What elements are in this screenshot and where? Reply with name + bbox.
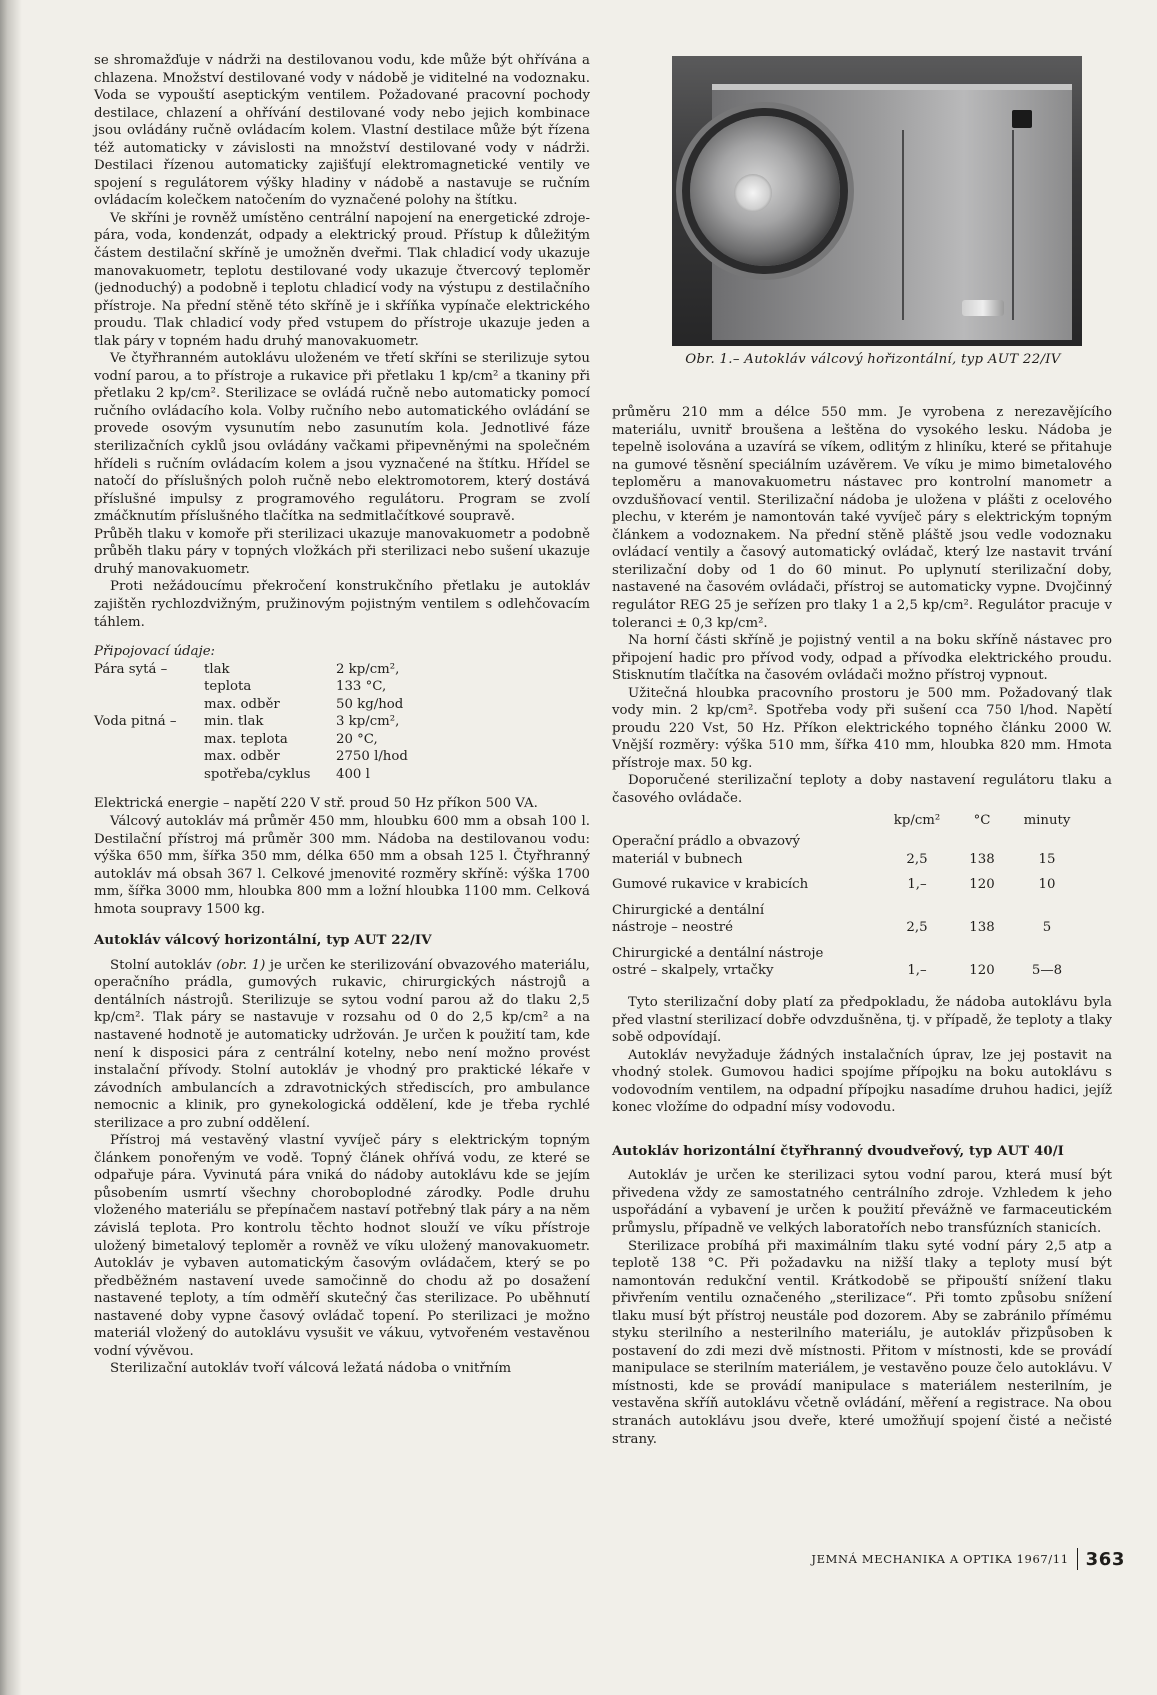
paragraph: Sterilizace probíhá při maximálním tlaku syté vodní páry 2,5 atp a teplotě 138 °C. Při požadavku na nižší tlaky a teploty musí být namontován redukční ventil. Krátkodobě se připouští snížení tlaku přivřením ventilu označeného „sterilizace“. Při tomto způsobu snížení tlaku musí být přístroj neustále pod dozorem. Aby se zabránilo přímému styku sterilního a nesterilního materiálu, je autokláv přizpůsoben k postavení do zdi mezi dvě místnosti. Přitom v místnosti, kde se provádí manipulace se sterilním materiálem, je vestavěno pouze čelo autoklávu. V místnosti, kde se provádí manipulace s materiálem nesterilním, je vestavěna skříň autoklávu včetně ovládání, měření a registrace. Na obou stranách autoklávu jsou dveře, které umožňují spojení čisté a nečisté strany. (612, 1238, 1112, 1447)
spec-heading: Připojovací údaje: (94, 644, 216, 660)
table-cell: 5—8 (1031, 963, 1063, 979)
paragraph: Autokláv nevyžaduje žádných instalačních úprav, lze jej postavit na vhodný stolek. Gumovou hadici spojíme přípojku na boku autoklávu s vodovodním ventilem, na odpadní přípojku nasadíme druhou hadici, jejíž konec vložíme do odpadní mísy vodovodu. (612, 1047, 1112, 1116)
table-cell: 120 (969, 963, 995, 979)
table-cell: 5 (1042, 920, 1052, 936)
spec-row (94, 696, 590, 714)
page-edge-shadow (0, 0, 22, 1695)
footer-divider (1077, 1548, 1078, 1570)
spec-label: max. teplota (204, 731, 288, 747)
paragraph: Válcový autokláv má průměr 450 mm, hloubku 600 mm a obsah 100 l. Destilační přístroj má průměr 300 mm. Nádoba na destilovanou vodu: výška 650 mm, šířka 350 mm, délka 650 mm a obsah 125 l. Čtyřhranný autokláv má obsah 367 l. Celkové jmenovité rozměry skříně: výška 1700 mm, šířka 3000 mm, hloubka 800 mm a ložní hloubka 1100 mm. Celková hmota soupravy 1500 kg. (94, 813, 590, 917)
table-cell: 2,5 (906, 920, 928, 936)
paragraph: Doporučené sterilizační teploty a doby nastavení regulátoru tlaku a časového ovládače. (612, 773, 1112, 807)
paragraph: Ve skříni je rovněž umístěno centrální napojení na energetické zdroje-pára, voda, kondenzát, odpady a elektrický proud. Přístup k důležitým částem destilační skříně je umožněn dveřmi. Tlak chladicí vody ukazuje manovakuometr, teplotu destilované vody ukazuje čtvercový teploměr (jednoduchý) a podobně i teplotu chladicí vody na výstupu z destilačního přístroje. Na přední stěně této skříně je i skříňka vypínače elektrického proudu. Tlak chladicí vody před vstupem do přístroje ukazuje jeden a tlak páry v topném hadu druhý manovakuometr. (94, 210, 590, 349)
table-cell: 138 (969, 920, 995, 936)
spec-label: max. odběr (204, 696, 280, 712)
table-cell: 120 (969, 877, 995, 893)
paragraph: se shromažďuje v nádrži na destilovanou vodu, kde může být ohřívána a chlazena. Množství destilované vody v nádobě je viditelné na vodoznaku. Voda se vypouští aseptickým ventilem. Požadované pracovní pochody destilace, chlazení a ohřívání destilované vody nebo jejich kombinace jsou ovládány ručně ovládacím kolem. Vlastní destilace může být řízena též automaticky v závislosti na množství destilované vody v nádrži. Destilaci řízenou automaticky zajišťují elektromagnetické ventily ve spojení s regulátorem výšky hladiny v nádobě a nastavuje se ručním ovládacím kolečkem natočením do vyznačené polohy na štítku. (94, 53, 590, 209)
table-header (612, 812, 882, 834)
table-cell-material: Gumové rukavice v krabicích (612, 877, 809, 893)
spec-group (94, 766, 204, 784)
spec-group (94, 696, 204, 714)
spec-row (94, 678, 590, 696)
spec-value: 2 kp/cm², (336, 661, 400, 677)
paragraph: Proti nežádoucímu překročení konstrukčního přetlaku je autokláv zajištěn rychlozdvižným, pružinovým pojistným ventilem s odlehčovacím táhlem. (94, 579, 590, 630)
spec-row (94, 748, 590, 766)
table-row (612, 902, 1082, 937)
paragraph: Autokláv je určen ke sterilizaci sytou vodní parou, která musí být přivedena vždy ze samostatného centrálního zdroje. Vzhledem k jeho uspořádání a vybavení je určen k použití převážně ve farmaceutickém průmyslu, případně ve velkých laboratořích nebo transfúzních stanicích. (612, 1168, 1112, 1236)
table-cell-material: Operační prádlo a obvazový materiál v bubnech (612, 834, 800, 867)
spec-value: 3 kp/cm², (336, 714, 400, 730)
paragraph: Přístroj má vestavěný vlastní vyvíječ páry s elektrickým topným článkem ponořeným ve vodě. Topný článek ohřívá vodu, ze které se odpařuje pára. Vyvinutá pára vniká do nádoby autoklávu kde se jejím působením usmrtí všechny choroboplodné zárodky. Podle druhu vloženého materiálu se přepínačem nastaví potřebný tlak páry a na něm závislá teplota. Pro kontrolu těchto hodnot slouží ve víku přístroje uložený bimetalový teploměr a rovněž ve víku uložený manovakuometr. Autokláv je vybaven automatickým časovým ovládačem, který se po předběžném nastavení uvede samočinně do chodu až po dosažení nastavené teploty, a tím odměří skutečný čas sterilizace. Po uběhnutí nastavené doby vypne časový ovládač topení. Po sterilizaci je možno materiál vložený do autoklávu vysušit ve vákuu, vytvořeném vestavěnou vodní vývěvou. (94, 1133, 590, 1359)
section-title: Autokláv válcový horizontální, typ AUT 22/IV (94, 933, 432, 949)
table-header-row (612, 812, 1082, 834)
table-row (612, 833, 1082, 868)
paragraph: Sterilizační autokláv tvoří válcová ležatá nádoba o vnitřním (110, 1361, 512, 1377)
spec-row (94, 713, 590, 731)
table-cell: 138 (969, 851, 995, 867)
page-number: 363 (1085, 1548, 1125, 1570)
spec-table (94, 661, 590, 784)
spec-value: 50 kg/hod (336, 696, 404, 712)
sterilization-table (612, 812, 1082, 980)
spec-label: max. odběr (204, 749, 280, 765)
paragraph: Tyto sterilizační doby platí za předpokladu, že nádoba autoklávu byla před vlastní sterilizací dobře odvzdušněna, tj. v případě, že teploty a tlaky sobě odpovídají. (612, 994, 1112, 1046)
paragraph: průměru 210 mm a délce 550 mm. Je vyrobena z nerezavějícího materiálu, uvnitř broušena a leštěna do vysokého lesku. Nádoba je tepelně isolována a uzavírá se víkem, odlitým z hliníku, které se přitahuje na gumové těsnění speciálním uzávěrem. Ve víku je mimo bimetalového teploměru a manovakuometru nástavec pro kontrolní manometr a ovzdušňovací ventil. Sterilizační nádoba je uložena v plášti z ocelového plechu, v kterém je namontován také vyvíječ páry s elektrickým topným článkem a vodoznakem. Na přední stěně pláště jsou vedle vodoznaku ovládací ventily a časový automatický ovládač, který lze nastavit trvání sterilizační doby od 1 do 60 minut. Po uplynutí sterilizační doby, nastavené na časovém ovládači, přístroj se automaticky vypne. Dvojčinný regulátor REG 25 je seřízen pro tlaky 1 a 2,5 kp/cm². Regulátor pracuje v toleranci ± 0,3 kp/cm². (612, 405, 1112, 631)
table-cell-material: Chirurgické a dentální nástroje ostré – skalpely, vrtačky (612, 945, 824, 979)
spec-group: Pára sytá – (94, 661, 168, 677)
journal-name: JEMNÁ MECHANIKA A OPTIKA 1967/11 (811, 1552, 1069, 1566)
gauge-icon (734, 174, 772, 212)
table-row (612, 945, 1082, 980)
spec-group (94, 731, 204, 749)
spec-value: 400 l (336, 766, 370, 782)
spec-label: spotřeba/cyklus (204, 766, 311, 782)
table-header: kp/cm² (893, 812, 941, 828)
spec-label: tlak (204, 661, 230, 677)
right-column (612, 404, 1112, 1448)
paragraph: Stolní autokláv (obr. 1) je určen ke sterilizování obvazového materiálu, operačního prádla, gumových rukavic, chirurgických nástrojů a dentálních nástrojů. Sterilizuje se sytou vodní parou až do tlaku 2,5 kp/cm². Tlak páry se nastavuje v rozsahu od 0 do 2,5 kp/cm² a na nastavené hodnotě je automaticky udržován. Je určen k použití tam, kde není k disposici pára z centrální kotelny, nebo není možno provést instalační přívody. Stolní autokláv je vhodný pro praktické lékaře v závodních ambulancích a zdravotnických střediscích, pro ambulance nemocnic a klinik, pro gynekologická oddělení, kde je třeba rychlé sterilizace a pro zubní oddělení. (94, 957, 590, 1131)
paragraph: Průběh tlaku v komoře při sterilizaci ukazuje manovakuometr a podobně průběh tlaku páry v topných vložkách při sterilizaci nebo sušení ukazuje druhý manovakuometr. (94, 526, 590, 577)
table-cell: 1,– (907, 963, 927, 979)
spec-label: min. tlak (204, 714, 264, 730)
table-header: minuty (1023, 812, 1071, 828)
spec-row (94, 661, 590, 679)
figure-reference: (obr. 1) (216, 957, 266, 973)
paragraph: Ve čtyřhranném autoklávu uloženém ve třetí skříni se sterilizuje sytou vodní parou, a to přístroje a rukavice při přetlaku 1 kp/cm² a tkaniny při přetlaku 2 kp/cm². Sterilizace se ovládá ručně nebo automaticky pomocí ručního ovládacího kola. Volby ručního nebo automatického ovládání se provede osovým vysunutím nebo zasunutím kola. Jednotlivé fáze sterilizačních cyklů jsou ovládány vačkami připevněnými na společném hřídeli s ručním ovládacím kolem a jsou vyznačené na štítku. Hřídel se natočí do příslušných poloh ručně nebo elektromotorem, který dostává příslušné impulsy z programového regulátoru. Program se zvolí zmáčknutím příslušného tlačítka na sedmitlačítkové soupravě. (94, 351, 590, 525)
spec-group (94, 678, 204, 696)
paragraph: Na horní části skříně je pojistný ventil a na boku skříně nástavec pro připojení hadic pro přívod vody, odpad a přívodka elektrického proudu. Stisknutím tlačítka na časovém ovládači možno přístroj vypnout. (612, 633, 1112, 684)
table-cell-material: Chirurgické a dentální nástroje – neostré (612, 902, 765, 936)
figure-caption: Obr. 1.– Autokláv válcový hořizontální, typ AUT 22/IV (685, 352, 1061, 367)
spec-label: teplota (204, 679, 252, 695)
table-row (612, 876, 1082, 894)
electric-spec: Elektrická energie – napětí 220 V stř. proud 50 Hz příkon 500 VA. (94, 796, 538, 812)
hose-connector (962, 300, 1004, 316)
spec-value: 133 °C, (336, 679, 387, 695)
table-cell: 15 (1038, 851, 1056, 867)
spec-row (94, 766, 590, 784)
valve-handle (1012, 110, 1032, 128)
autoclave-photo (672, 56, 1082, 346)
page-footer (795, 1548, 1125, 1570)
spec-value: 20 °C, (336, 731, 378, 747)
section-title: Autokláv horizontální čtyřhranný dvoudveřový, typ AUT 40/I (612, 1143, 1064, 1159)
table-cell: 1,– (907, 877, 927, 893)
spec-value: 2750 l/hod (336, 749, 408, 765)
left-column (94, 52, 590, 1378)
spec-group: Voda pitná – (94, 714, 177, 730)
spec-group (94, 748, 204, 766)
table-cell: 10 (1038, 877, 1056, 893)
paragraph: Užitečná hloubka pracovního prostoru je 500 mm. Požadovaný tlak vody min. 2 kp/cm². Spotřeba vody při sušení cca 750 l/hod. Napětí proudu 220 Vst, 50 Hz. Příkon elektrického topného článku 2000 W. Vnější rozměry: výška 510 mm, šířka 410 mm, hloubka 820 mm. Hmota přístroje max. 50 kg. (612, 685, 1112, 771)
table-cell: 2,5 (906, 851, 928, 867)
table-header: °C (973, 812, 991, 828)
spec-row (94, 731, 590, 749)
